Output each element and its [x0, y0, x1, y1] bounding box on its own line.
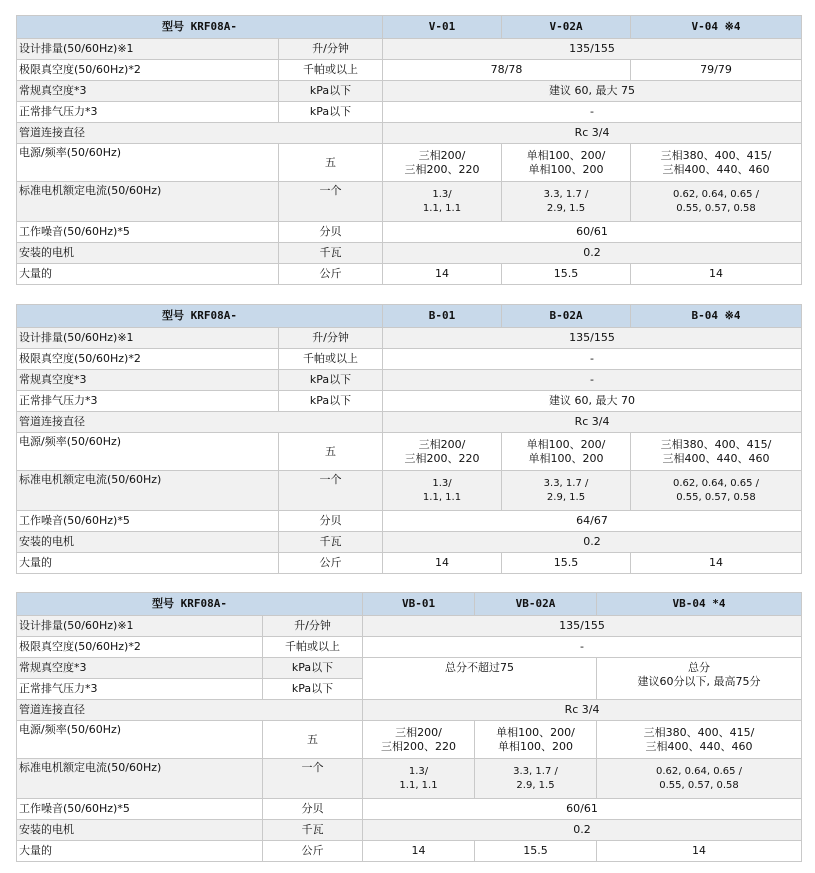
table-row	[17, 637, 802, 658]
row-label: 安装的电机	[17, 820, 263, 841]
value-line: 三相380、400、415/	[660, 148, 772, 162]
row-value: 0.2	[363, 820, 802, 841]
row-value: 14	[631, 553, 802, 574]
column-header: B-01	[383, 305, 502, 328]
row-label: 电源/频率(50/60Hz)	[17, 144, 279, 182]
column-header: B-04 ※4	[631, 305, 802, 328]
row-unit: 千帕或以上	[279, 349, 383, 370]
row-unit: kPa以下	[279, 370, 383, 391]
table-row	[17, 820, 802, 841]
table-row	[17, 511, 802, 532]
row-value: 135/155	[383, 328, 802, 349]
column-header: V-02A	[502, 16, 631, 39]
value-line: 单相100、200	[498, 739, 574, 753]
row-label: 安装的电机	[17, 243, 279, 264]
spec-table-v	[16, 15, 802, 285]
table-row	[17, 616, 802, 637]
value-line: 1.3/	[432, 477, 452, 489]
row-unit: 公斤	[279, 264, 383, 285]
row-label: 大量的	[17, 264, 279, 285]
value-line: 1.1, 1.1	[422, 491, 462, 503]
row-label: 常规真空度*3	[17, 81, 279, 102]
model-label: 型号 KRF08A-	[17, 305, 383, 328]
table-row	[17, 81, 802, 102]
row-value: Rc 3/4	[363, 700, 802, 721]
row-value: 135/155	[363, 616, 802, 637]
value-line: 单相100、200/	[526, 148, 606, 162]
table-row	[17, 349, 802, 370]
row-value: Rc 3/4	[383, 123, 802, 144]
row-value	[383, 471, 502, 511]
row-value	[383, 144, 502, 182]
row-unit: 千瓦	[279, 243, 383, 264]
row-unit: 分贝	[279, 222, 383, 243]
value-line: 三相200、220	[404, 451, 480, 465]
row-unit: 升/分钟	[263, 616, 363, 637]
row-value	[502, 433, 631, 471]
value-line: 1.3/	[408, 765, 429, 777]
value-line: 三相380、400、415/	[660, 437, 772, 451]
row-label: 常规真空度*3	[17, 658, 263, 679]
table-row	[17, 553, 802, 574]
row-unit: 千瓦	[279, 532, 383, 553]
row-value	[383, 182, 502, 222]
row-value: 建议 60, 最大 75	[383, 81, 802, 102]
row-unit: 一个	[263, 759, 363, 799]
row-value: 建议 60, 最大 70	[383, 391, 802, 412]
row-value	[631, 144, 802, 182]
value-line: 三相400、440、460	[662, 162, 770, 176]
value-line: 单相100、200/	[526, 437, 606, 451]
row-label: 极限真空度(50/60Hz)*2	[17, 60, 279, 81]
row-label: 工作噪音(50/60Hz)*5	[17, 511, 279, 532]
row-label: 工作噪音(50/60Hz)*5	[17, 799, 263, 820]
value-line: 单相100、200	[528, 162, 604, 176]
row-value	[475, 721, 597, 759]
column-header: V-04 ※4	[631, 16, 802, 39]
row-value: 79/79	[631, 60, 802, 81]
table-row	[17, 370, 802, 391]
value-line: 0.55, 0.57, 0.58	[676, 202, 756, 214]
value-line: 0.55, 0.57, 0.58	[659, 779, 739, 791]
row-value: 60/61	[363, 799, 802, 820]
table-row	[17, 391, 802, 412]
row-value	[502, 471, 631, 511]
table-row	[17, 102, 802, 123]
row-label: 管道连接直径	[17, 412, 383, 433]
row-label: 电源/频率(50/60Hz)	[17, 721, 263, 759]
row-value: -	[383, 370, 802, 391]
column-header: VB-02A	[475, 593, 597, 616]
table-row	[17, 39, 802, 60]
row-unit: 升/分钟	[279, 328, 383, 349]
row-value: -	[383, 349, 802, 370]
row-label: 安装的电机	[17, 532, 279, 553]
row-label: 大量的	[17, 841, 263, 862]
row-label: 管道连接直径	[17, 123, 383, 144]
row-value: 14	[631, 264, 802, 285]
table-row	[17, 123, 802, 144]
row-label: 常规真空度*3	[17, 370, 279, 391]
header-row	[17, 16, 802, 39]
row-label: 正常排气压力*3	[17, 102, 279, 123]
value-line: 建议60分以下, 最高75分	[637, 675, 761, 688]
row-value: 总分不超过75	[363, 658, 597, 700]
row-label: 设计排量(50/60Hz)※1	[17, 616, 263, 637]
row-value: 14	[597, 841, 802, 862]
value-line: 三相400、440、460	[645, 739, 753, 753]
row-unit: 千瓦	[263, 820, 363, 841]
value-line: 2.9, 1.5	[546, 491, 586, 503]
column-header: VB-04 *4	[597, 593, 802, 616]
header-row	[17, 305, 802, 328]
row-unit: 五	[279, 433, 383, 471]
value-line: 0.62, 0.64, 0.65 /	[672, 188, 760, 200]
value-line: 三相400、440、460	[662, 451, 770, 465]
value-line: 3.3, 1.7 /	[543, 477, 589, 489]
table-row	[17, 433, 802, 471]
row-value: 135/155	[383, 39, 802, 60]
column-header: V-01	[383, 16, 502, 39]
value-line: 0.55, 0.57, 0.58	[676, 491, 756, 503]
row-value	[631, 471, 802, 511]
row-label: 标准电机额定电流(50/60Hz)	[17, 759, 263, 799]
row-label: 设计排量(50/60Hz)※1	[17, 39, 279, 60]
row-value: 78/78	[383, 60, 631, 81]
value-line: 三相200/	[418, 437, 466, 451]
row-value: 14	[383, 264, 502, 285]
row-unit: kPa以下	[263, 658, 363, 679]
row-value	[597, 658, 802, 700]
row-value: 64/67	[383, 511, 802, 532]
row-unit: 千帕或以上	[263, 637, 363, 658]
row-label: 电源/频率(50/60Hz)	[17, 433, 279, 471]
row-label: 正常排气压力*3	[17, 679, 263, 700]
value-line: 0.62, 0.64, 0.65 /	[672, 477, 760, 489]
value-line: 3.3, 1.7 /	[513, 765, 558, 777]
value-line: 1.1, 1.1	[399, 779, 438, 791]
row-unit: 公斤	[279, 553, 383, 574]
row-value: 15.5	[475, 841, 597, 862]
row-unit: kPa以下	[279, 102, 383, 123]
value-line: 三相200/	[395, 725, 442, 739]
row-value: 14	[383, 553, 502, 574]
row-value	[597, 759, 802, 799]
row-label: 设计排量(50/60Hz)※1	[17, 328, 279, 349]
table-row	[17, 700, 802, 721]
value-line: 三相200/	[418, 148, 466, 162]
row-label: 标准电机额定电流(50/60Hz)	[17, 182, 279, 222]
row-value: -	[383, 102, 802, 123]
value-line: 3.3, 1.7 /	[543, 188, 589, 200]
table-row	[17, 243, 802, 264]
row-value	[631, 433, 802, 471]
value-line: 三相380、400、415/	[643, 725, 755, 739]
table-row	[17, 412, 802, 433]
row-label: 正常排气压力*3	[17, 391, 279, 412]
row-value: 0.2	[383, 243, 802, 264]
column-header: VB-01	[363, 593, 475, 616]
row-unit: 千帕或以上	[279, 60, 383, 81]
table-row	[17, 532, 802, 553]
table-row	[17, 328, 802, 349]
row-unit: 五	[263, 721, 363, 759]
row-value	[502, 182, 631, 222]
model-label: 型号 KRF08A-	[17, 16, 383, 39]
row-unit: 一个	[279, 471, 383, 511]
row-unit: kPa以下	[279, 391, 383, 412]
row-value	[363, 721, 475, 759]
row-value: 0.2	[383, 532, 802, 553]
row-unit: 公斤	[263, 841, 363, 862]
value-line: 1.1, 1.1	[422, 202, 462, 214]
row-label: 管道连接直径	[17, 700, 363, 721]
row-value: 15.5	[502, 553, 631, 574]
table-row	[17, 60, 802, 81]
value-line: 三相200、220	[381, 739, 457, 753]
row-unit: 分贝	[263, 799, 363, 820]
row-unit: 一个	[279, 182, 383, 222]
table-row	[17, 799, 802, 820]
header-row	[17, 593, 802, 616]
row-label: 标准电机额定电流(50/60Hz)	[17, 471, 279, 511]
table-row	[17, 841, 802, 862]
value-line: 2.9, 1.5	[546, 202, 586, 214]
row-value	[631, 182, 802, 222]
row-value	[383, 433, 502, 471]
row-label: 大量的	[17, 553, 279, 574]
value-line: 单相100、200	[528, 451, 604, 465]
table-row	[17, 144, 802, 182]
row-value: -	[363, 637, 802, 658]
row-unit: 五	[279, 144, 383, 182]
table-row	[17, 222, 802, 243]
row-label: 极限真空度(50/60Hz)*2	[17, 637, 263, 658]
row-value	[363, 759, 475, 799]
row-value: Rc 3/4	[383, 412, 802, 433]
spec-table-b	[16, 304, 802, 574]
row-unit: 升/分钟	[279, 39, 383, 60]
row-value: 15.5	[502, 264, 631, 285]
row-value: 60/61	[383, 222, 802, 243]
row-label: 极限真空度(50/60Hz)*2	[17, 349, 279, 370]
row-unit: kPa以下	[279, 81, 383, 102]
table-row	[17, 721, 802, 759]
row-value	[597, 721, 802, 759]
table-row	[17, 182, 802, 222]
value-line: 0.62, 0.64, 0.65 /	[655, 765, 743, 777]
model-label: 型号 KRF08A-	[17, 593, 363, 616]
row-unit: kPa以下	[263, 679, 363, 700]
value-line: 三相200、220	[404, 162, 480, 176]
table-row	[17, 264, 802, 285]
column-header: B-02A	[502, 305, 631, 328]
row-unit: 分贝	[279, 511, 383, 532]
spec-table-vb	[16, 592, 802, 862]
row-value: 14	[363, 841, 475, 862]
value-line: 总分	[688, 661, 711, 674]
row-value	[475, 759, 597, 799]
table-row	[17, 658, 802, 679]
row-value	[502, 144, 631, 182]
row-label: 工作噪音(50/60Hz)*5	[17, 222, 279, 243]
value-line: 单相100、200/	[496, 725, 575, 739]
value-line: 2.9, 1.5	[516, 779, 555, 791]
value-line: 1.3/	[432, 188, 452, 200]
table-row	[17, 471, 802, 511]
table-row	[17, 759, 802, 799]
